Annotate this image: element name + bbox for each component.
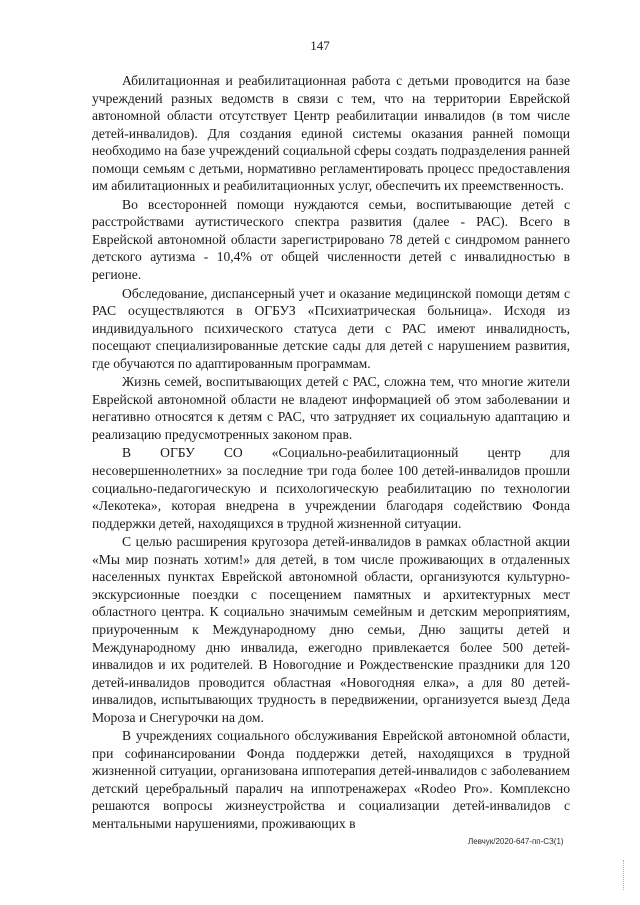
body-text [92, 72, 570, 834]
paragraph: Жизнь семей, воспитывающих детей с РАС, сложна тем, что многие жители Еврейской автономной области не владеют информацией об этом заболевании и негативно относятся к детям с РАС, что затрудняет их социальную адаптацию и реализацию предусмотренных законом прав. [92, 374, 570, 442]
paragraph: Абилитационная и реабилитационная работа с детьми проводится на базе учреждений разных ведомств в связи с тем, что на территории Еврейской автономной области отсутствует Центр реабилитации инвалидов (в том числе детей-инвалидов). Для создания единой системы оказания ранней помощи необходимо на базе учреждений социальной сферы создать подразделения ранней помощи семьям с детьми, нормативно регламентировать процесс предоставления им абилитационных и реабилитационных услуг, обеспечить их преемственность. [92, 73, 570, 194]
document-code: Левчук/2020-647-пп-СЗ(1) [468, 837, 564, 846]
paragraph: Во всесторонней помощи нуждаются семьи, воспитывающие детей с расстройствами аутистического спектра развития (далее - РАС). Всего в Еврейской автономной области зарегистрировано 78 детей с синдромом раннего детского аутизма - 10,4% от общей численности детей с инвалидностью в регионе. [92, 196, 570, 283]
paragraph: С целью расширения кругозора детей-инвалидов в рамках областной акции «Мы мир познать хотим!» для детей, в том числе проживающих в отдаленных населенных пунктах Еврейской автономной области, организуются культурно-экскурсионные поездки с посещением памятных и архитектурных мест областного центра. К социально значимым семейным и детским мероприятиям, приуроченным к Международному дню семьи, Дню защиты детей и Международному дню инвалида, ежегодно привлекается более 500 детей-инвалидов и их родителей. В Новогодние и Рождественские праздники для 120 детей-инвалидов проводится областная «Новогодняя елка», а для 80 детей-инвалидов, испытывающих трудность в передвижении, организуется выезд Деда Мороза и Снегурочки на дом. [92, 534, 570, 725]
paragraph: В ОГБУ СО «Социально-реабилитационный центр для несовершеннолетних» за последние три года более 100 детей-инвалидов прошли социально-педагогическую и психологическую реабилитацию по технологии «Лекотека», которая внедрена в учреждении благодаря содействию Фонда поддержки детей, находящихся в трудной жизненной ситуации. [92, 445, 570, 531]
page-number: 147 [310, 38, 330, 53]
scan-edge-marks [623, 860, 626, 890]
paragraph: В учреждениях социального обслуживания Еврейской автономной области, при софинансировании Фонда поддержки детей, находящихся в трудной жизненной ситуации, организована иппотерапия детей-инвалидов с заболеванием детский церебральный паралич на иппотренажерах «Rodeo Pro». Комплексно решаются вопросы жизнеустройства и социализации детей-инвалидов с ментальными нарушениями, проживающих в [92, 728, 570, 831]
paragraph: Обследование, диспансерный учет и оказание медицинской помощи детям с РАС осуществляются в ОГБУЗ «Психиатрическая больница». Исходя из индивидуального психического статуса дети с РАС имеют инвалидность, посещают специализированные детские сады для детей с нарушением развития, где обучаются по адаптированным программам. [92, 285, 570, 371]
